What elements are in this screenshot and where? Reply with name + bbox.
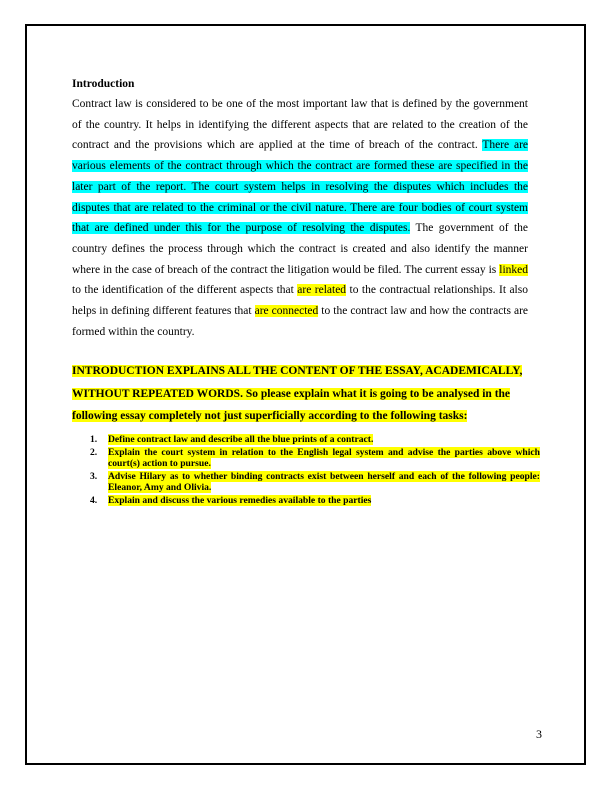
paragraph-segment-highlighted: There are various elements of the contract through which the contract are formed these are specified in the later part of the report. The court system helps in resolving the disputes which includes the disputes that are related to the criminal or the civil nature. There are four bodies of court system that are defined under this for the purpose of resolving the disputes. (72, 139, 529, 235)
paragraph-segment: to the contractual relationships. It also helps in defining different features that (72, 284, 528, 318)
instruction-note (72, 360, 528, 427)
document-body (72, 76, 540, 508)
instruction-text: INTRODUCTION EXPLAINS ALL THE CONTENT OF THE ESSAY, ACADEMICALLY, WITHOUT REPEATED WORDS. So please explain what it is going to be analysed in the following essay completely not just superficially according to the following tasks: (72, 365, 523, 423)
task-text: Explain the court system in relation to the English legal system and advise the parties above which court(s) action to pursue. (108, 446, 540, 469)
paragraph-segment: to the identification of the different aspects that (72, 284, 298, 297)
task-text: Explain and discuss the various remedies available to the parties (108, 495, 372, 507)
section-heading: Introduction (72, 78, 135, 90)
paragraph-segment-highlighted: are related (297, 284, 347, 297)
page-number: 3 (536, 727, 542, 741)
paragraph-segment: to the contract law and how the contracts are formed within the country. (72, 305, 529, 338)
task-text: Define contract law and describe all the blue prints of a contract. (108, 433, 374, 445)
task-number: 4. (90, 495, 98, 507)
paragraph-segment: The government of the country defines the process through which the contract is created and also identify the manner where in the case of breach of the contract the litigation would be filed. The current essay is (72, 222, 528, 276)
paragraph-segment-highlighted: linked (499, 263, 528, 276)
task-item (72, 495, 540, 506)
paragraph-segment-highlighted: are connected (254, 305, 319, 318)
task-number: 1. (90, 433, 98, 445)
task-text: Advise Hilary as to whether binding contracts exist between herself and each of the following people: Eleanor, Amy and Olivia. (108, 470, 540, 494)
task-item (72, 471, 540, 494)
task-item (72, 434, 540, 445)
task-list (72, 434, 540, 507)
task-number: 3. (90, 470, 98, 482)
task-item (72, 447, 540, 470)
intro-paragraph (72, 94, 528, 342)
task-number: 2. (90, 446, 98, 458)
paragraph-segment: Contract law is considered to be one of the most important law that is defined by the government of the country. It helps in identifying the different aspects that are related to the creation of the contract and the provisions which are applied at the time of breach of the contract. (72, 98, 528, 152)
